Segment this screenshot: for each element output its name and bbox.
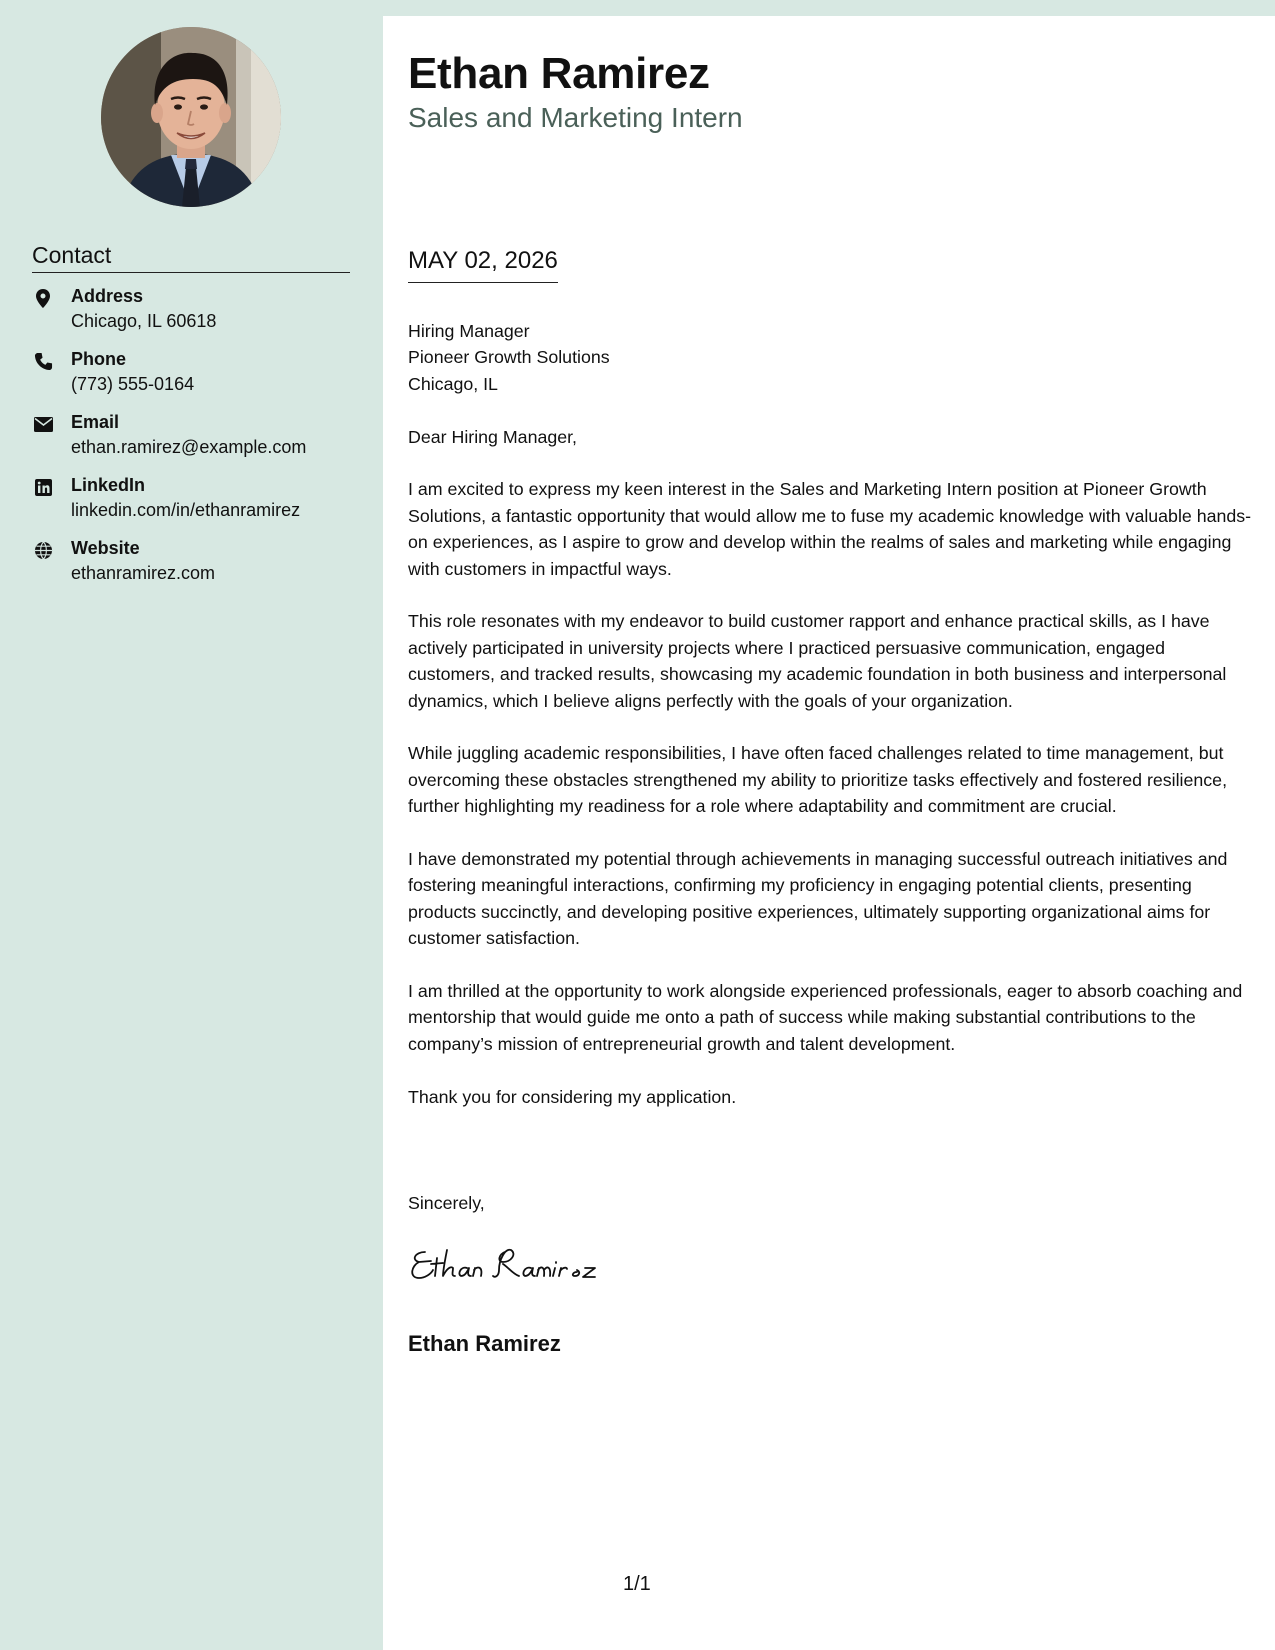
recipient-block (408, 318, 1253, 397)
contact-item-address (32, 284, 362, 347)
applicant-name: Ethan Ramirez (408, 49, 710, 98)
globe-icon (32, 539, 54, 561)
recipient-line: Hiring Manager (408, 321, 530, 341)
letter-paragraph: Thank you for considering my application. (408, 1086, 737, 1107)
email-value: ethan.ramirez@example.com (71, 437, 307, 457)
letter-date: MAY 02, 2026 (408, 245, 558, 283)
website-label: Website (71, 538, 140, 558)
envelope-icon (32, 413, 54, 435)
closing: Sincerely, (408, 1193, 485, 1213)
avatar (101, 27, 281, 207)
website-value: ethanramirez.com (71, 563, 216, 583)
recipient-line: Pioneer Growth Solutions (408, 347, 610, 368)
location-pin-icon (32, 287, 54, 309)
phone-label: Phone (71, 349, 127, 369)
address-label: Address (71, 286, 144, 306)
contact-item-linkedin (32, 473, 362, 536)
contact-list (32, 284, 362, 599)
phone-value: (773) 555-0164 (71, 374, 195, 394)
letter-page (383, 16, 1275, 1650)
phone-icon (32, 350, 54, 372)
email-label: Email (71, 412, 120, 432)
address-value: Chicago, IL 60618 (71, 311, 217, 331)
contact-item-email (32, 410, 362, 473)
handwritten-signature (405, 1240, 645, 1295)
linkedin-value: linkedin.com/in/ethanramirez (71, 500, 301, 520)
letter-paragraph: I am excited to express my keen interest in the Sales and Marketing Intern position at Pioneer Growth Solutions, a fantastic opportunity that would allow me to fuse my academic knowledge with valuable hands-on experiences, as I aspire to grow and develop within the realms of sales and marketing while engaging with customers in impactful ways. (408, 479, 1252, 579)
signer-name: Ethan Ramirez (408, 1331, 561, 1356)
sidebar (0, 0, 383, 1650)
letter-paragraph: I have demonstrated my potential through achievements in managing successful outreach initiatives and fostering meaningful interactions, confirming my proficiency in engaging potential clients, presenting products succinctly, and developing positive experiences, ultimately supporting organizational aims for customer satisfaction. (408, 849, 1228, 949)
contact-item-website (32, 536, 362, 599)
linkedin-label: LinkedIn (71, 475, 146, 495)
contact-item-phone (32, 347, 362, 410)
letter-body (408, 318, 1253, 1136)
salutation: Dear Hiring Manager, (408, 426, 577, 447)
letter-paragraph: This role resonates with my endeavor to build customer rapport and enhance practical skills, as I have actively participated in university projects where I practiced persuasive communication, engaged customers, and tracked results, showcasing my academic foundation in both business and interpersonal dynamics, which I believe aligns perfectly with the goals of your organization. (408, 611, 1227, 711)
profile-photo (101, 27, 281, 207)
letter-paragraph: I am thrilled at the opportunity to work alongside experienced professionals, eager to absorb coaching and mentorship that would guide me onto a path of success while making substantial contributions to the company’s mission of entrepreneurial growth and talent development. (408, 981, 1243, 1054)
linkedin-icon (32, 476, 54, 498)
applicant-role: Sales and Marketing Intern (408, 102, 743, 133)
page-number: 1/1 (623, 1573, 651, 1595)
contact-heading: Contact (32, 240, 350, 273)
recipient-line: Chicago, IL (408, 373, 498, 394)
letter-paragraph: While juggling academic responsibilities, I have often faced challenges related to time management, but overcoming these obstacles strengthened my ability to prioritize tasks effectively and fostered resilience, further highlighting my readiness for a role where adaptability and commitment are crucial. (408, 743, 1228, 817)
